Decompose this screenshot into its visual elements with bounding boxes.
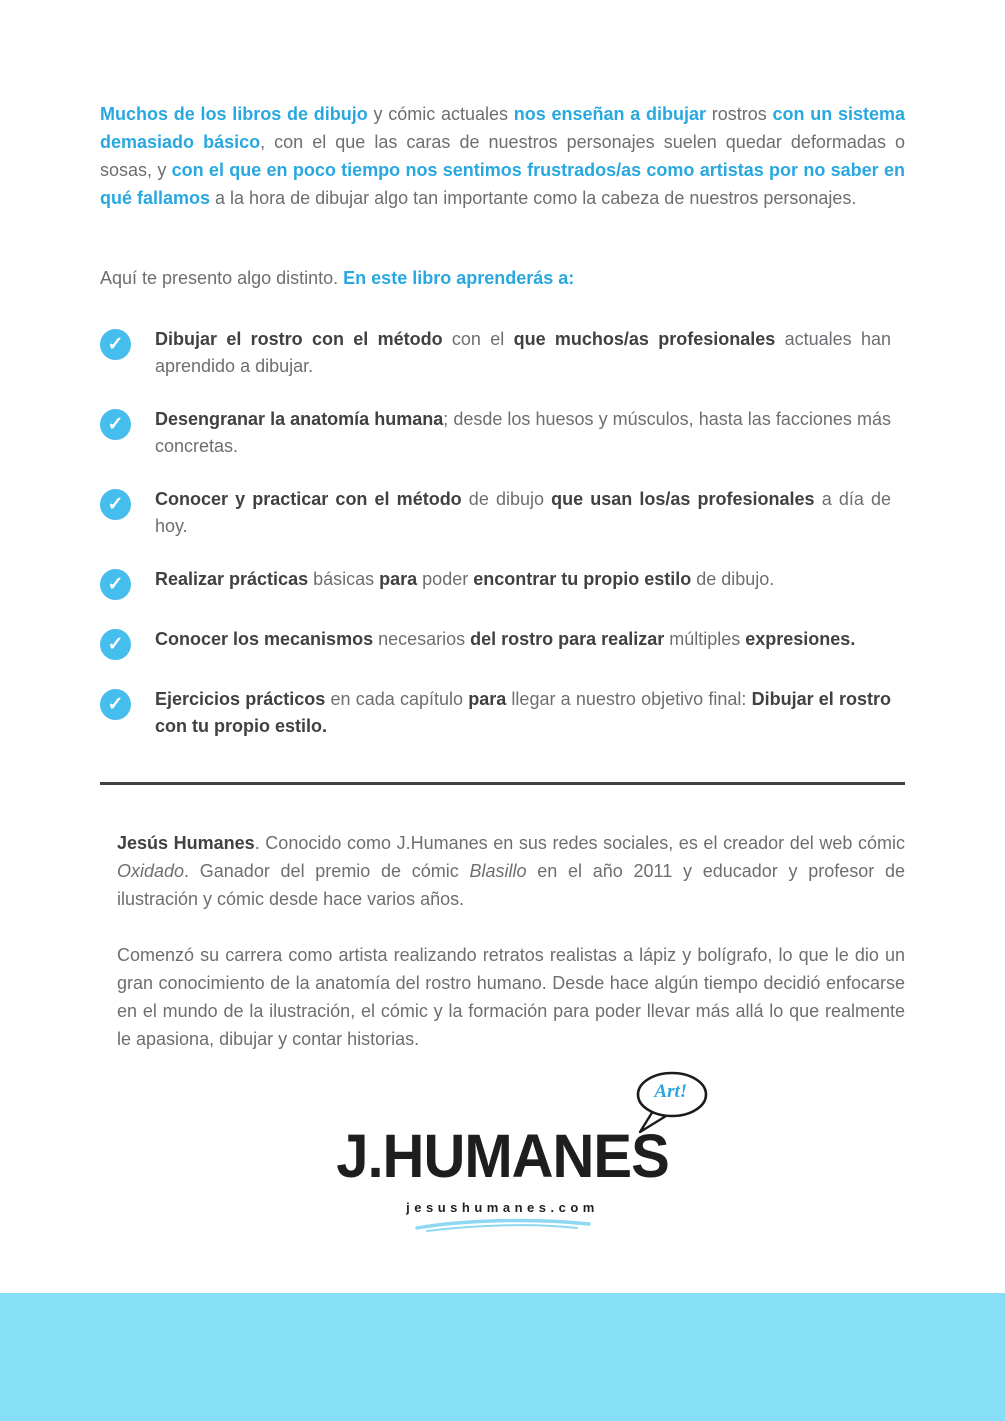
check-icon: ✓ [100, 689, 131, 720]
checklist-item [100, 326, 905, 380]
bubble-label: Art! [654, 1081, 688, 1102]
logo-block [100, 1081, 905, 1233]
check-icon: ✓ [100, 489, 131, 520]
underline-swoosh-icon [413, 1217, 593, 1233]
checklist-item-text: Conocer y practicar con el método de dibujo que usan los/as profesionales a día de hoy. [155, 489, 891, 536]
check-icon: ✓ [100, 329, 131, 360]
checklist-item-text: Ejercicios prácticos en cada capítulo para llegar a nuestro objetivo final: Dibujar el rostro con tu propio estilo. [155, 689, 892, 736]
lead-paragraph: Aquí te presento algo distinto. En este libro aprenderás a: [100, 268, 575, 288]
check-icon: ✓ [100, 409, 131, 440]
author-bio-section [100, 785, 905, 1053]
benefits-checklist [100, 326, 905, 740]
checklist-item [100, 566, 905, 600]
checklist-item-text: Dibujar el rostro con el método con el que muchos/as profesionales actuales han aprendido a dibujar. [155, 329, 891, 376]
checklist-item-text: Realizar prácticas básicas para poder encontrar tu propio estilo de dibujo. [155, 569, 775, 589]
speech-bubble-art-icon [633, 1071, 709, 1135]
website-text: jesushumanes.com [406, 1200, 599, 1215]
checklist-item-text: Desengranar la anatomía humana; desde los huesos y músculos, hasta las facciones más concretas. [155, 409, 891, 456]
check-icon: ✓ [100, 629, 131, 660]
logo-wordmark-row [336, 1081, 688, 1191]
intro-paragraph: Muchos de los libros de dibujo y cómic actuales nos enseñan a dibujar rostros con un sistema demasiado básico, con el que las caras de nuestros personajes suelen quedar deformadas o sosas, y con el que en poco tiempo nos sentimos frustrados/as como artistas por no saber en qué fallamos a la hora de dibujar algo tan importante como la cabeza de nuestros personajes. [100, 104, 906, 208]
logo-wordmark: J.HUMANES [336, 1122, 669, 1191]
bio-paragraph-2: Comenzó su carrera como artista realizando retratos realistas a lápiz y bolígrafo, lo que le dio un gran conocimiento de la anatomía del rostro humano. Desde hace algún tiempo decidió enfocarse en el mundo de la ilustración, el cómic y la formación para poder llevar más allá lo que realmente le apasiona, dibujar y contar historias. [117, 945, 905, 1049]
footer-band [0, 1293, 1005, 1421]
check-icon: ✓ [100, 569, 131, 600]
checklist-item [100, 686, 905, 740]
bio-paragraph-1: Jesús Humanes. Conocido como J.Humanes en sus redes sociales, es el creador del web cómic Oxidado. Ganador del premio de cómic Blasillo en el año 2011 y educador y profesor de ilustración y cómic desde hace varios años. [117, 833, 905, 909]
checklist-item [100, 486, 905, 540]
checklist-item [100, 626, 905, 660]
checklist-item [100, 406, 905, 460]
checklist-item-text: Conocer los mecanismos necesarios del rostro para realizar múltiples expresiones. [155, 629, 856, 649]
